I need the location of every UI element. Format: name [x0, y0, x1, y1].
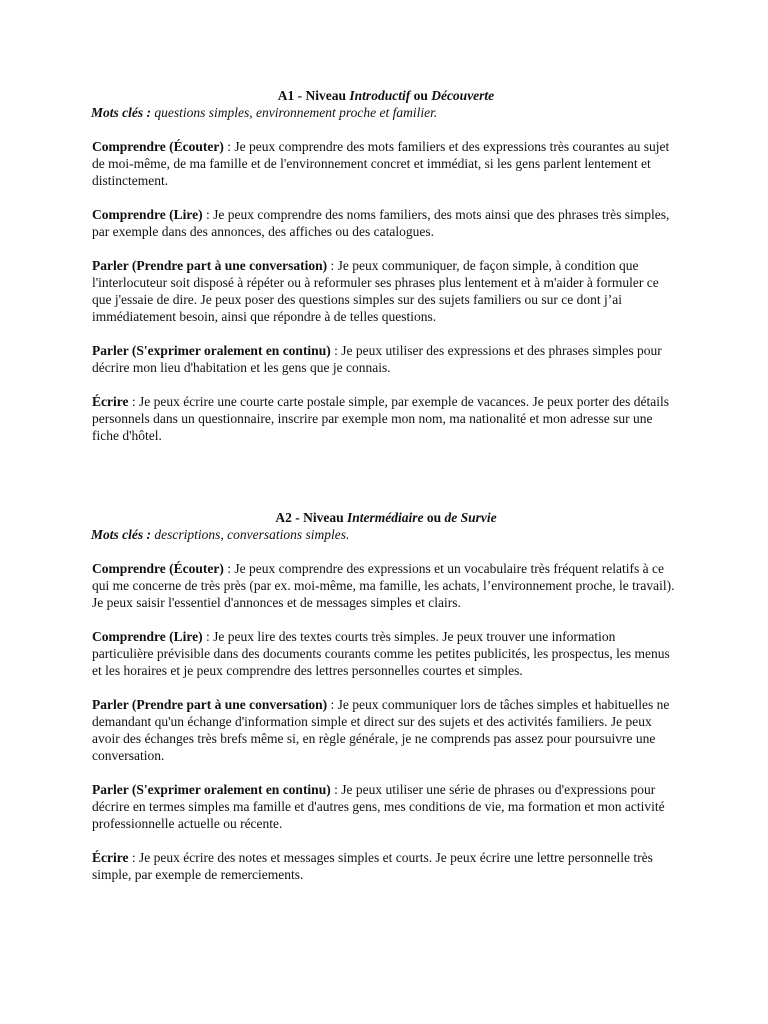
- skill-text: : Je peux écrire des notes et messages simples et courts. Je peux écrire une lettre personnelle très simple, par exemple de remerciements.: [92, 850, 653, 882]
- keywords-label: Mots clés :: [91, 105, 151, 120]
- skill-label: Comprendre (Lire): [92, 629, 203, 644]
- level-a1-title-prefix: A1 - Niveau: [277, 88, 350, 103]
- skill-label: Parler (Prendre part à une conversation): [92, 697, 328, 712]
- skill-text: : Je peux comprendre des expressions et un vocabulaire très fréquent relatifs à ce qui me concerne de très près (par ex. moi-même, ma famille, les achats, l’environnement proche, le travail). Je peux saisir l'essentiel d'annonces et de messages simples et clairs.: [92, 561, 675, 610]
- level-a1-keywords: [91, 104, 677, 121]
- skill-label: Écrire: [92, 850, 129, 865]
- skill-writing: [91, 393, 677, 444]
- skill-reading: [91, 628, 677, 679]
- skill-reading: [91, 206, 677, 240]
- skill-writing: [91, 849, 677, 883]
- skill-label: Parler (S'exprimer oralement en continu): [92, 343, 331, 358]
- level-a2-title-name1: Intermédiaire: [346, 510, 424, 525]
- keywords-text: questions simples, environnement proche et familier.: [151, 105, 438, 120]
- skill-spoken-production: [91, 342, 677, 376]
- skill-text: : Je peux lire des textes courts très simples. Je peux trouver une information particulière prévisible dans des documents courants comme les petites publicités, les prospectus, les menus et les horaires et je peux comprendre des lettres personnelles courtes et simples.: [92, 629, 670, 678]
- keywords-text: descriptions, conversations simples.: [151, 527, 350, 542]
- level-a2-keywords: [91, 526, 677, 543]
- skill-label: Écrire: [92, 394, 129, 409]
- skill-text: : Je peux utiliser une série de phrases ou d'expressions pour décrire en termes simples ma famille et d'autres gens, mes conditions de vie, ma formation et mon activité professionnelle actuelle ou récente.: [92, 782, 665, 831]
- skill-label: Comprendre (Lire): [92, 207, 203, 222]
- skill-spoken-production: [91, 781, 677, 832]
- level-a1-title-or: ou: [410, 88, 432, 103]
- skill-label: Comprendre (Écouter): [92, 139, 224, 154]
- skill-text: : Je peux comprendre des noms familiers, des mots ainsi que des phrases très simples, par exemple dans des annonces, des affiches ou des catalogues.: [92, 207, 670, 239]
- level-a2-title-prefix: A2 - Niveau: [275, 510, 347, 525]
- level-a2-title: [91, 509, 677, 526]
- level-a2-section: [91, 509, 677, 883]
- section-spacer: [91, 461, 677, 509]
- skill-label: Parler (S'exprimer oralement en continu): [92, 782, 331, 797]
- skill-listening: [91, 138, 677, 189]
- skill-listening: [91, 560, 677, 611]
- skill-text: : Je peux comprendre des mots familiers et des expressions très courantes au sujet de moi-même, de ma famille et de l'environnement concret et immédiat, si les gens parlent lentement et distinctement.: [92, 139, 670, 188]
- skill-label: Parler (Prendre part à une conversation): [92, 258, 328, 273]
- level-a1-title: [91, 87, 677, 104]
- skill-text: : Je peux écrire une courte carte postale simple, par exemple de vacances. Je peux porter des détails personnels dans un questionnaire, inscrire par exemple mon nom, ma nationalité et mon adresse sur une fiche d'hôtel.: [92, 394, 669, 443]
- skill-label: Comprendre (Écouter): [92, 561, 224, 576]
- skill-text: : Je peux communiquer, de façon simple, à condition que l'interlocuteur soit disposé à répéter ou à reformuler ses phrases plus lentement et à m'aider à formuler ce que j'essaie de dire. Je peux poser des questions simples sur des sujets familiers ou sur ce dont j’ai immédiatement besoin, ainsi que répondre à de telles questions.: [92, 258, 659, 324]
- level-a2-title-or: ou: [423, 510, 445, 525]
- level-a1-title-name1: Introductif: [349, 88, 411, 103]
- skill-spoken-interaction: [91, 257, 677, 325]
- skill-text: : Je peux communiquer lors de tâches simples et habituelles ne demandant qu'un échange d'information simple et direct sur des sujets et des activités familiers. Je peux avoir des échanges très brefs même si, en règle générale, je ne comprends pas assez pour poursuivre une conversation.: [92, 697, 670, 763]
- document-page: [91, 87, 677, 900]
- skill-spoken-interaction: [91, 696, 677, 764]
- level-a1-title-name2: Découverte: [431, 88, 495, 103]
- keywords-label: Mots clés :: [91, 527, 151, 542]
- skill-text: : Je peux utiliser des expressions et des phrases simples pour décrire mon lieu d'habitation et les gens que je connais.: [92, 343, 662, 375]
- level-a2-title-name2: de Survie: [444, 510, 497, 525]
- level-a1-section: [91, 87, 677, 444]
